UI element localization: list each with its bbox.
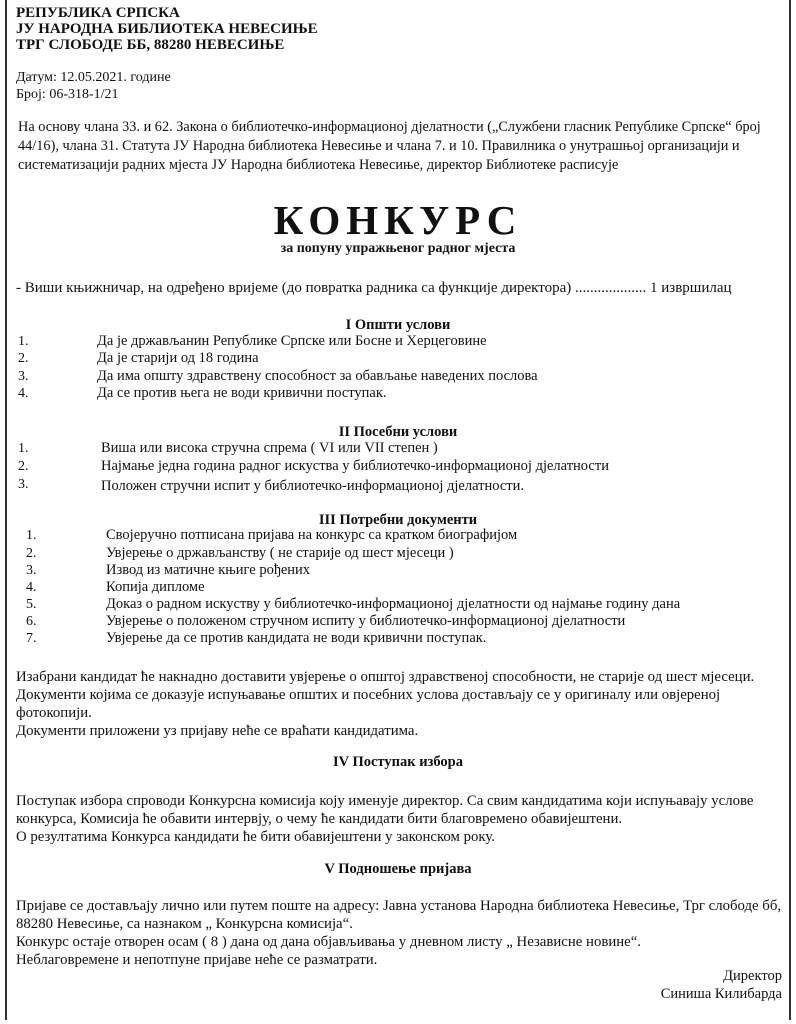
header-institution: ЈУ НАРОДНА БИБЛИОТЕКА НЕВЕСИЊЕ xyxy=(16,21,318,37)
section-heading-selection: IV Поступак избора xyxy=(332,754,463,770)
signature-name: Синиша Килибарда xyxy=(660,986,782,1002)
list-item-number: 4. xyxy=(18,386,29,401)
list-item: Увјерење о положеном стручном испиту у библиотечко-информационој дјелатности xyxy=(106,613,626,629)
document-title: КОНКУРС xyxy=(273,197,523,243)
header-republic: РЕПУБЛИКА СРПСКА xyxy=(16,5,180,21)
list-item: Виша или висока стручна спрема ( VI или VII степен ) xyxy=(101,440,438,456)
list-item: Најмање једна година радног искуства у библиотечко-информационој дјелатности xyxy=(101,458,609,474)
list-item: Својеручно потписана пријава на конкурс са кратком биографијом xyxy=(106,527,518,543)
list-item: Да је држављанин Републике Српске или Босне и Херцеговине xyxy=(97,333,487,349)
list-item-number: 1. xyxy=(26,528,37,543)
document-number: Број: 06-318-1/21 xyxy=(16,87,119,102)
list-item-number: 7. xyxy=(26,631,37,646)
list-item: Доказ о радном искуству у библиотечко-информационој дјелатности од најмање годину дана xyxy=(106,596,681,612)
header-address: ТРГ СЛОБОДЕ ББ, 88280 НЕВЕСИЊЕ xyxy=(16,37,285,53)
note-documents-original: Документи којима се доказује испуњавање општих и посебних услова достављају се у оригиналу или овјереној фотокопији. xyxy=(16,687,721,721)
document-subtitle: за попуну упражњеног радног мјеста xyxy=(280,241,516,256)
selection-paragraph: Поступак избора спроводи Конкурсна комисија коју именује директор. Са свим кандидатима који испуњавају услове конкурса, Комисија ће обавити интервју, о чему ће кандидати бити благовремено обавијештени. xyxy=(16,793,754,827)
list-item: Копија дипломе xyxy=(106,579,205,595)
submission-incomplete: Неблаговремене и непотпуне пријаве неће се разматрати. xyxy=(16,952,378,968)
list-item: Увјерење да се против кандидата не води кривични поступак. xyxy=(106,630,487,646)
list-item-number: 4. xyxy=(26,580,37,595)
selection-results: О резултатима Конкурса кандидати ће бити обавијештени у законском року. xyxy=(16,829,495,845)
section-heading-special: II Посебни услови xyxy=(338,424,458,440)
list-item: Да се против њега не води кривични поступак. xyxy=(97,385,387,401)
list-item-number: 3. xyxy=(26,563,37,578)
note-documents-not-returned: Документи приложени уз пријаву неће се враћати кандидатима. xyxy=(16,723,419,739)
note-health-certificate: Изабрани кандидат ће накнадно доставити увјерење о општој здравственој способности, не старије од шест мјесеци. xyxy=(16,669,755,685)
list-item-number: 5. xyxy=(26,597,37,612)
list-item: Да је старији од 18 година xyxy=(97,350,259,366)
list-item-number: 2. xyxy=(18,459,29,474)
signature-role: Директор xyxy=(723,968,782,984)
section-heading-documents: III Потребни документи xyxy=(318,512,478,528)
list-item-number: 1. xyxy=(18,334,29,349)
list-item-number: 2. xyxy=(26,546,37,561)
list-item-number: 6. xyxy=(26,614,37,629)
document-date: Датум: 12.05.2021. године xyxy=(16,70,171,85)
list-item-number: 1. xyxy=(18,441,29,456)
section-heading-general: I Општи услови xyxy=(345,317,451,333)
list-item-number: 3. xyxy=(18,477,29,492)
submission-address: Пријаве се достављају лично или путем поште на адресу: Јавна установа Народна библиотека Невесиње, Трг слободе бб, 88280 Невесиње, са назнаком „ Конкурсна комисија“. xyxy=(16,898,782,932)
section-heading-submission: V Подношење пријава xyxy=(324,861,472,877)
list-item-number: 2. xyxy=(18,351,29,366)
list-item: Положен стручни испит у библиотечко-информационој дјелатности. xyxy=(101,478,524,494)
list-item: Да има општу здравствену способност за обављање наведених послова xyxy=(97,368,538,384)
list-item: Увјерење о држављанству ( не старије од шест мјесеци ) xyxy=(106,545,454,561)
intro-paragraph: На основу члана 33. и 62. Закона о библиотечко-информационој дјелатности („Службени гласник Републике Српске“ број 44/16), члана 31. Статута ЈУ Народна библиотека Невесиње и члана 7. и 10. Правилника о унутрашњој организацији и систематизацији радних мјеста ЈУ Народна библиотека Невесиње, директор Библиотеке расписује xyxy=(18,119,761,173)
list-item: Извод из матичне књиге рођених xyxy=(106,562,311,578)
position-line: - Виши књижничар, на одређено вријеме (до повратка радника са функције директора) ................... 1 извршилац xyxy=(16,280,732,296)
list-item-number: 3. xyxy=(18,369,29,384)
submission-deadline: Конкурс остаје отворен осам ( 8 ) дана од дана објављивања у дневном листу „ Независне новине“. xyxy=(16,934,641,950)
